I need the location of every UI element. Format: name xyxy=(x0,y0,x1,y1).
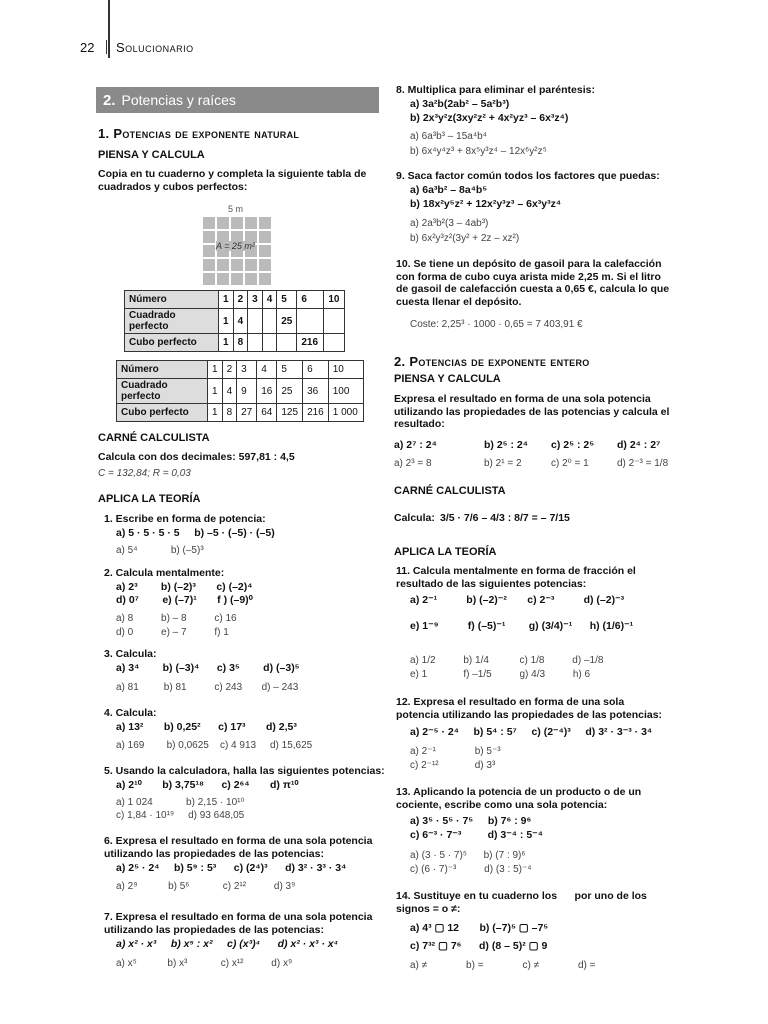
table-cell: 5 xyxy=(277,361,303,379)
pr-d: d) 2⁻³ = 1/8 xyxy=(617,458,669,469)
table-row xyxy=(125,309,345,334)
q9-b: b) 18x²y⁵z² + 12x²y³z³ – 6x³y³z⁴ xyxy=(410,198,562,210)
table-cell: 216 xyxy=(297,334,324,352)
q2-answer-2: d) 0 e) – 7 f) 1 xyxy=(116,627,229,638)
q13-parts-1: a) 3⁵ · 5⁵ · 7⁵ b) 7⁶ : 9⁶ xyxy=(410,815,532,827)
q10-answer: Coste: 2,25³ · 1000 · 0,65 = 7 403,91 € xyxy=(410,319,583,330)
p-d: d) 2⁴ : 2⁷ xyxy=(617,439,661,451)
q2-answer-1: a) 8 b) – 8 c) 16 xyxy=(116,613,237,624)
table-cell: 2 xyxy=(222,361,237,379)
chapter-number: 2. xyxy=(103,91,116,109)
q13-answer-1: a) (3 · 5 · 7)⁵ b) (7 : 9)⁶ xyxy=(410,850,526,861)
q14-parts-1: a) 4³ ▢ 12 b) (–7)⁵ ▢ –7⁵ xyxy=(410,922,549,934)
table-cell: Cubo perfecto xyxy=(125,334,219,352)
pr-c: c) 2⁰ = 1 xyxy=(551,458,589,469)
table-cell: 3 xyxy=(237,361,257,379)
table-cell: 4 xyxy=(222,379,237,404)
q5-parts: a) 2¹⁰ b) 3,75¹⁸ c) 2⁶⁴ d) π¹⁰ xyxy=(116,779,299,791)
carne-heading: CARNÉ CALCULISTA xyxy=(98,432,210,444)
table-cell xyxy=(277,334,297,352)
section-title-2: 2. Potencias de exponente entero xyxy=(394,354,590,369)
table-cell: 25 xyxy=(277,379,303,404)
grid-area-label: A = 25 m² xyxy=(216,241,255,251)
table-cell xyxy=(248,334,263,352)
q11-answer-1: a) 1/2 b) 1/4 c) 1/8 d) –1/8 xyxy=(410,655,604,666)
q7-answer: a) x⁵ b) x³ c) x¹² d) x⁹ xyxy=(116,958,293,969)
table-cell: Número xyxy=(117,361,208,379)
table-cell: 1 xyxy=(219,291,234,309)
q10: 10. Se tiene un depósito de gasoil para la calefacción con forma de cubo cuya arista mide 2,25 m. Si el litro de gasoil de calefacción cuesta a 0,65 €, calcula lo que cuesta llenar el depósito. xyxy=(396,258,670,308)
table-row xyxy=(117,404,364,422)
q5-answer-2: c) 1,84 · 10¹⁹ d) 93 648,05 xyxy=(116,810,245,821)
chapter-title: Potencias y raíces xyxy=(121,92,236,108)
q12-parts: a) 2⁻⁵ · 2⁴ b) 5⁴ : 5⁷ c) (2⁻⁴)³ d) 3² · 3⁻³ · 3⁴ xyxy=(410,726,653,738)
q7-parts: a) x² · x³ b) x⁵ : x² c) (x³)⁴ d) x² · x³ · x⁴ xyxy=(116,938,339,950)
q4: 4. Calcula: xyxy=(104,707,157,719)
table-cell: 125 xyxy=(277,404,303,422)
table-cell: 216 xyxy=(303,404,329,422)
table-cell: 10 xyxy=(328,361,363,379)
table-cell: 25 xyxy=(277,309,297,334)
table-cell: 1 xyxy=(208,379,223,404)
intro-text-2: Expresa el resultado en forma de una sola potencia utilizando las propiedades de las potencias y calcula el resultado: xyxy=(394,393,670,430)
q1-parts: a) 5 · 5 · 5 · 5 b) –5 · (–5) · (–5) xyxy=(116,527,275,539)
q12: 12. Expresa el resultado en forma de una sola potencia utilizando las propiedades de las potencias: xyxy=(396,696,663,721)
q6-answer: a) 2⁹ b) 5⁶ c) 2¹² d) 3⁹ xyxy=(116,881,296,892)
table-cell xyxy=(262,334,277,352)
q2-parts-2: d) 0⁷ e) (–7)¹ f ) (–9)⁰ xyxy=(116,594,253,606)
q4-answer: a) 169 b) 0,0625 c) 4 913 d) 15,625 xyxy=(116,740,313,751)
table-cell: 6 xyxy=(297,291,324,309)
table-row xyxy=(117,361,364,379)
table-cell: 5 xyxy=(277,291,297,309)
q13-parts-2: c) 6⁻³ · 7⁻³ d) 3⁻⁴ : 5⁻⁴ xyxy=(410,829,543,841)
calcula-equation: 3/5 · 7/6 – 4/3 : 8/7 = – 7/15 xyxy=(440,512,570,524)
piensa-heading-2: PIENSA Y CALCULA xyxy=(394,373,501,385)
q5: 5. Usando la calculadora, halla las siguientes potencias: xyxy=(104,765,385,777)
table-cell: 4 xyxy=(257,361,277,379)
q12-answer-2: c) 2⁻¹² d) 3³ xyxy=(410,760,496,771)
q11-parts-1: a) 2⁻¹ b) (–2)⁻² c) 2⁻³ d) (–2)⁻³ xyxy=(410,594,625,606)
table-cell: Cubo perfecto xyxy=(117,404,208,422)
table-cell: 3 xyxy=(248,291,263,309)
q8-b: b) 2x³y²z(3xy²z² + 4x²yz³ – 6x³z⁴) xyxy=(410,112,569,124)
table-cell: 2 xyxy=(233,291,248,309)
q4-parts: a) 13² b) 0,25² c) 17³ d) 2,5³ xyxy=(116,721,297,733)
header-divider xyxy=(106,40,107,54)
q1-answer: a) 5⁴ b) (–5)³ xyxy=(116,545,204,556)
q2: 2. Calcula mentalmente: xyxy=(104,567,225,579)
table-cell: 8 xyxy=(233,334,248,352)
table-cell: Cuadrado perfecto xyxy=(117,379,208,404)
section-title-1: 1. Potencias de exponente natural xyxy=(98,126,300,141)
calcula-label: Calcula: xyxy=(394,512,435,524)
p-b: b) 2⁵ : 2⁴ xyxy=(484,439,528,451)
table-cell: Cuadrado perfecto xyxy=(125,309,219,334)
grid-top-label: 5 m xyxy=(228,204,244,214)
table-cell: 10 xyxy=(324,291,344,309)
table-cell: 16 xyxy=(257,379,277,404)
pr-a: a) 2³ = 8 xyxy=(394,458,432,469)
q8: 8. Multiplica para eliminar el paréntesis: xyxy=(396,84,595,96)
q14: 14. Sustituye en tu cuaderno los por uno de los signos = o ≠: xyxy=(396,890,650,915)
q9-a: a) 6a³b² – 8a⁴b⁵ xyxy=(410,184,488,196)
table-cell: 4 xyxy=(262,291,277,309)
table-blank xyxy=(124,290,345,352)
q5-answer-1: a) 1 024 b) 2,15 · 10¹⁰ xyxy=(116,797,245,808)
q1: 1. Escribe en forma de potencia: xyxy=(104,513,266,525)
table-row xyxy=(125,291,345,309)
q3-answer: a) 81 b) 81 c) 243 d) – 243 xyxy=(116,682,299,693)
square-grid xyxy=(202,216,272,286)
table-cell: 1 xyxy=(219,334,234,352)
q8-answer-1: a) 6a³b³ – 15a⁴b⁴ xyxy=(410,131,487,142)
q6: 6. Expresa el resultado en forma de una sola potencia utilizando las propiedades de las potencias: xyxy=(104,835,373,860)
q9-answer-1: a) 2a³b²(3 – 4ab³) xyxy=(410,218,489,229)
q11-answer-2: e) 1 f) –1/5 g) 4/3 h) 6 xyxy=(410,669,591,680)
aplica-heading: APLICA LA TEORÍA xyxy=(98,493,201,505)
carne-heading-2: CARNÉ CALCULISTA xyxy=(394,485,506,497)
table-cell: 6 xyxy=(303,361,329,379)
q11: 11. Calcula mentalmente en forma de fracción el resultado de las siguientes potencias: xyxy=(396,565,636,590)
table-answer xyxy=(116,360,364,422)
table-cell: 1 000 xyxy=(328,404,363,422)
q8-a: a) 3a²b(2ab² – 5a²b³) xyxy=(410,98,510,110)
table-cell: Número xyxy=(125,291,219,309)
table-cell xyxy=(324,309,344,334)
pr-b: b) 2¹ = 2 xyxy=(484,458,522,469)
carne-question: Calcula con dos decimales: 597,81 : 4,5 xyxy=(98,451,295,463)
intro-text: Copia en tu cuaderno y completa la siguiente tabla de cuadrados y cubos perfectos: xyxy=(98,168,367,193)
q14-answer: a) ≠ b) = c) ≠ d) = xyxy=(410,960,596,971)
p-c: c) 2⁵ : 2⁵ xyxy=(551,439,595,451)
q7: 7. Expresa el resultado en forma de una sola potencia utilizando las propiedades de las potencias: xyxy=(104,911,373,936)
q11-parts-2: e) 1⁻⁹ f) (–5)⁻¹ g) (3/4)⁻¹ h) (1/6)⁻¹ xyxy=(410,620,634,632)
table-cell: 4 xyxy=(233,309,248,334)
q3-parts: a) 3⁴ b) (–3)⁴ c) 3⁵ d) (–3)⁵ xyxy=(116,662,300,674)
table-cell xyxy=(297,309,324,334)
table-cell xyxy=(324,334,344,352)
q14-parts-2: c) 7³² ▢ 7⁶ d) (8 – 5)² ▢ 9 xyxy=(410,940,548,952)
page-number: 22 xyxy=(80,40,95,55)
q13-answer-2: c) (6 · 7)⁻³ d) (3 : 5)⁻⁴ xyxy=(410,864,532,875)
q6-parts: a) 2⁵ · 2⁴ b) 5⁹ : 5³ c) (2⁴)³ d) 3² · 3³ · 3⁴ xyxy=(116,862,347,874)
piensa-heading: PIENSA Y CALCULA xyxy=(98,149,205,161)
chapter-banner xyxy=(96,87,379,113)
q8-answer-2: b) 6x⁴y⁴z³ + 8x⁵y³z⁴ – 12x⁶y²z⁵ xyxy=(410,146,547,157)
table-cell: 1 xyxy=(208,361,223,379)
table-cell xyxy=(248,309,263,334)
table-cell: 27 xyxy=(237,404,257,422)
table-cell: 8 xyxy=(222,404,237,422)
q3: 3. Calcula: xyxy=(104,648,157,660)
table-row xyxy=(125,334,345,352)
q13: 13. Aplicando la potencia de un producto o de un cociente, escribe como una sola potencia: xyxy=(396,786,642,811)
header-title: Solucionario xyxy=(116,40,194,55)
table-cell: 1 xyxy=(219,309,234,334)
q12-answer-1: a) 2⁻¹ b) 5⁻³ xyxy=(410,746,501,757)
table-cell: 36 xyxy=(303,379,329,404)
aplica-heading-2: APLICA LA TEORÍA xyxy=(394,546,497,558)
table-cell: 1 xyxy=(208,404,223,422)
table-cell: 64 xyxy=(257,404,277,422)
carne-answer: C = 132,84; R = 0,03 xyxy=(98,468,191,479)
table-cell: 9 xyxy=(237,379,257,404)
q2-parts-1: a) 2³ b) (–2)³ c) (–2)⁴ xyxy=(116,581,253,593)
table-cell: 100 xyxy=(328,379,363,404)
q9: 9. Saca factor común todos los factores que puedas: xyxy=(396,170,660,182)
table-row xyxy=(117,379,364,404)
q9-answer-2: b) 6x²y³z²(3y² + 2z – xz²) xyxy=(410,233,520,244)
table-cell xyxy=(262,309,277,334)
p-a: a) 2⁷ : 2⁴ xyxy=(394,439,437,451)
header-rule xyxy=(108,0,110,58)
